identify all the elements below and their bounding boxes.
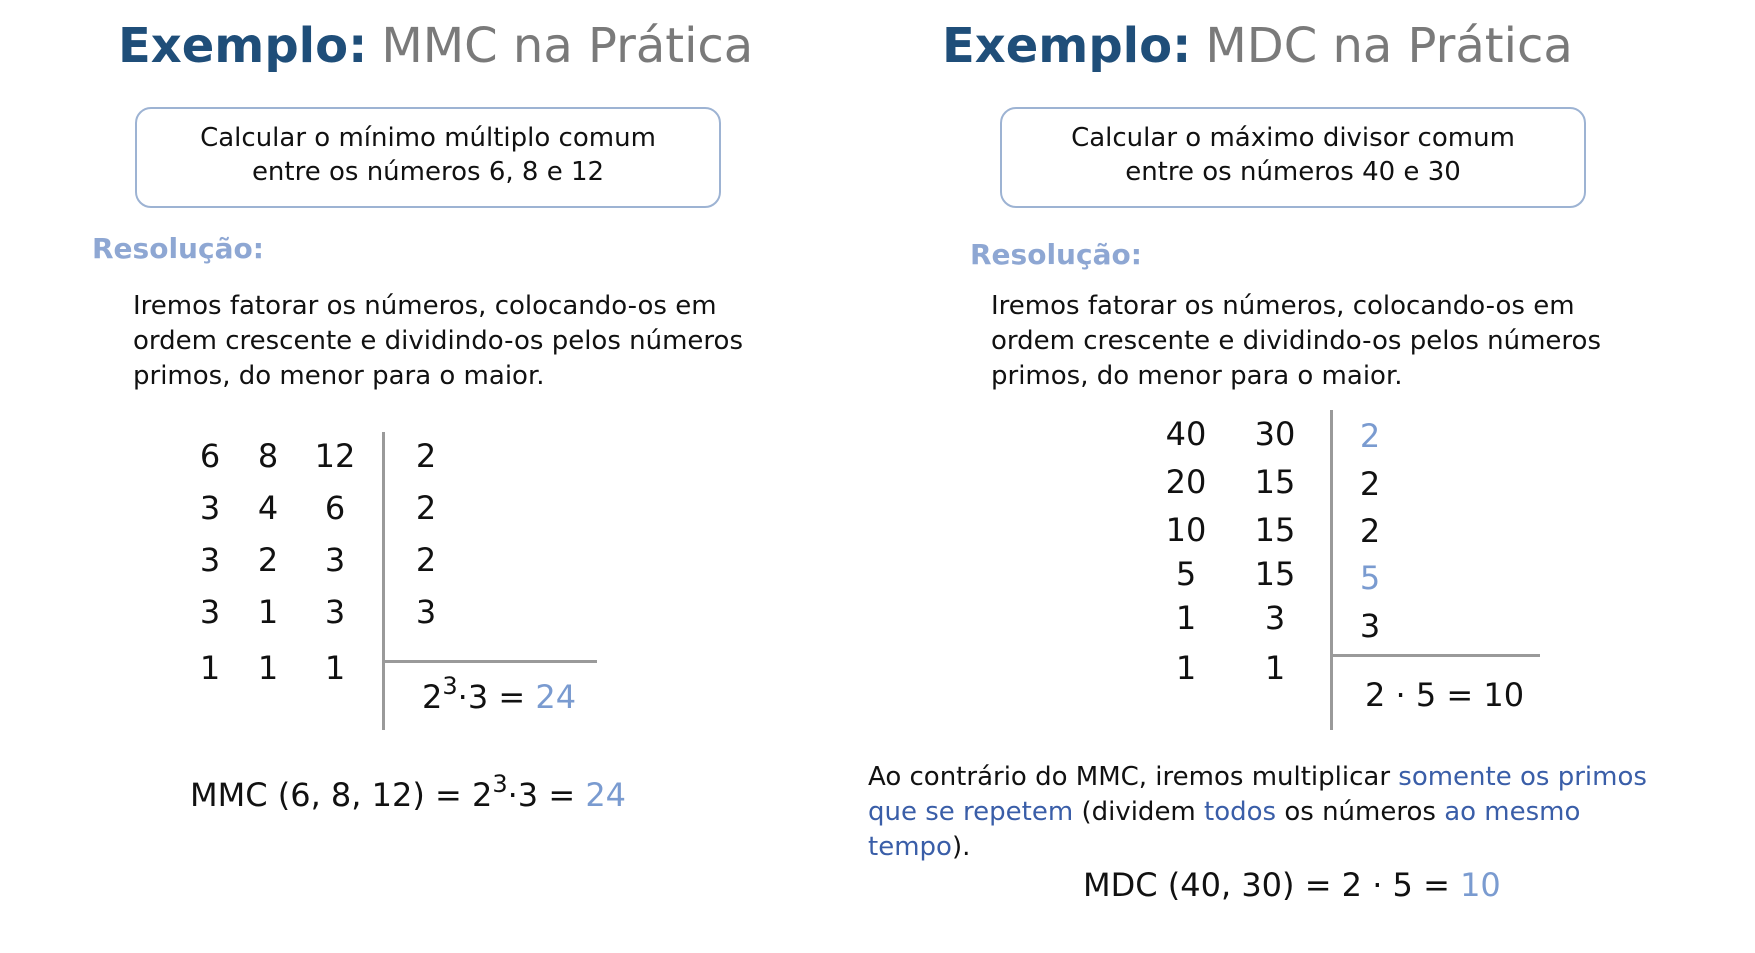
left-table-cell: 2 [257, 541, 279, 579]
right-product: 2 · 5 = 10 [1365, 676, 1525, 714]
note-text: (dividem [1073, 797, 1205, 827]
left-resolucao: Resolução: [92, 232, 264, 265]
right-title-strong: Exemplo: [942, 18, 1192, 74]
note-highlight: ao mesmo tempo [868, 797, 1581, 862]
left-box-line2: entre os números 6, 8 e 12 [251, 157, 605, 187]
left-divisor: 2 [415, 437, 437, 475]
right-problem-box [1000, 107, 1586, 208]
left-product-base: 2 [422, 678, 443, 716]
right-divisor: 2 [1359, 465, 1381, 503]
right-box-line1: Calcular o máximo divisor comum [1071, 123, 1515, 153]
right-vertical-divider [1330, 410, 1333, 730]
left-table-cell: 3 [199, 541, 221, 579]
note-text: Ao contrário do MMC, iremos multiplicar [868, 762, 1399, 792]
left-final-tail: ·3 = [507, 776, 576, 814]
left-vertical-divider [382, 432, 385, 730]
left-problem-box [135, 107, 721, 208]
left-product [422, 672, 577, 716]
left-table-cell: 1 [199, 649, 221, 687]
left-final-result: 24 [585, 776, 627, 814]
right-table-cell: 5 [1175, 555, 1197, 593]
left-horizontal-divider [382, 660, 597, 663]
right-table-cell: 15 [1254, 511, 1296, 549]
right-table-cell: 15 [1254, 555, 1296, 593]
left-title-rest: MMC na Prática [381, 18, 754, 74]
left-table-cell: 6 [199, 437, 221, 475]
left-table-cell: 3 [199, 489, 221, 527]
left-table-cell: 3 [324, 593, 346, 631]
left-table-cell: 1 [324, 649, 346, 687]
right-final-prefix: MDC (40, 30) = 2 · 5 = [1083, 866, 1450, 904]
left-product-result: 24 [535, 678, 577, 716]
right-table-cell: 40 [1165, 415, 1207, 453]
right-table-cell: 3 [1264, 599, 1286, 637]
right-divisor: 2 [1359, 417, 1381, 455]
left-final-exp: 3 [492, 770, 508, 798]
right-divisor: 5 [1359, 559, 1381, 597]
left-product-tail: ·3 = [457, 678, 526, 716]
left-divisor: 3 [415, 593, 437, 631]
left-product-exp: 3 [442, 672, 458, 700]
right-paragraph: Iremos fatorar os números, colocando-os em ordem crescente e dividindo-os pelos números primos, do menor para o maior. [991, 291, 1601, 391]
note-text: os números [1276, 797, 1445, 827]
right-table-cell: 1 [1264, 649, 1286, 687]
note-highlight: somente os primos que se repetem [868, 762, 1647, 827]
left-table-cell: 12 [314, 437, 356, 475]
left-table-cell: 4 [257, 489, 279, 527]
left-divisor: 2 [415, 541, 437, 579]
left-title [118, 18, 753, 74]
right-title-rest: MDC na Prática [1205, 18, 1573, 74]
left-box-line1: Calcular o mínimo múltiplo comum [200, 123, 656, 153]
left-title-strong: Exemplo: [118, 18, 368, 74]
left-table-cell: 1 [257, 593, 279, 631]
note-text: ). [951, 832, 971, 862]
right-title [942, 18, 1573, 74]
right-table-cell: 15 [1254, 463, 1296, 501]
left-table-cell: 6 [324, 489, 346, 527]
left-paragraph: Iremos fatorar os números, colocando-os em ordem crescente e dividindo-os pelos números primos, do menor para o maior. [133, 291, 743, 391]
left-table-cell: 3 [324, 541, 346, 579]
right-box-line2: entre os números 40 e 30 [1125, 157, 1461, 187]
left-table-cell: 1 [257, 649, 279, 687]
right-table-cell: 10 [1165, 511, 1207, 549]
right-final-result: 10 [1460, 866, 1501, 904]
right-table-cell: 20 [1165, 463, 1207, 501]
right-table-cell: 1 [1175, 649, 1197, 687]
right-divisor: 3 [1359, 607, 1381, 645]
left-table-cell: 8 [257, 437, 279, 475]
right-final-equation [1083, 866, 1501, 904]
right-resolucao: Resolução: [970, 238, 1142, 271]
left-table-cell: 3 [199, 593, 221, 631]
right-table-cell: 30 [1254, 415, 1296, 453]
right-divisor: 2 [1359, 512, 1381, 550]
left-divisor: 2 [415, 489, 437, 527]
left-final-prefix: MMC (6, 8, 12) = 2 [190, 776, 493, 814]
note-highlight: todos [1204, 797, 1277, 827]
right-horizontal-divider [1330, 654, 1540, 657]
left-final-equation [190, 770, 627, 814]
right-table-cell: 1 [1175, 599, 1197, 637]
right-note [868, 760, 1648, 865]
